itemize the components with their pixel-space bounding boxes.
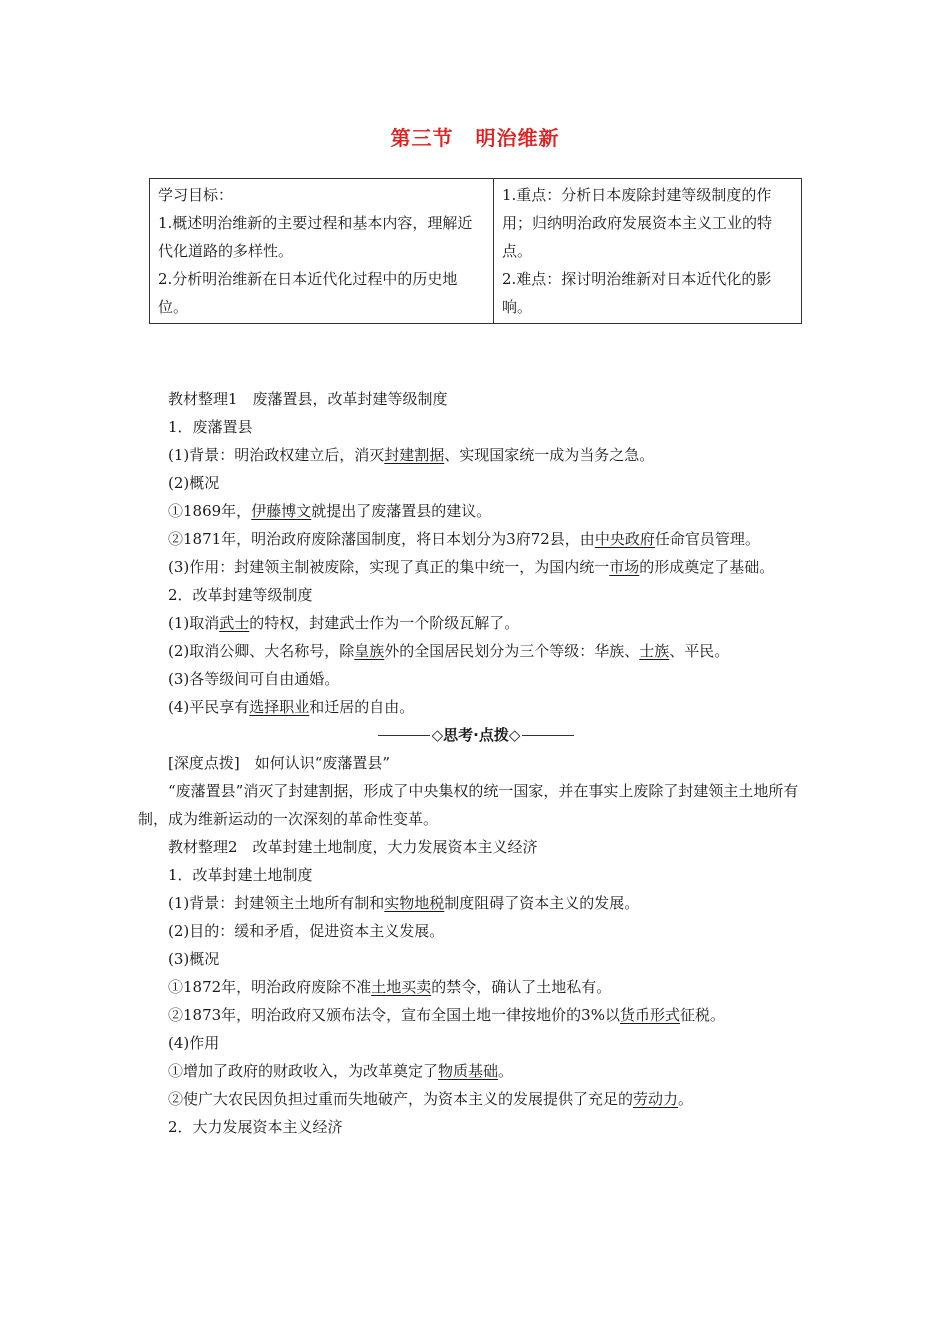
main-content [138,385,814,1141]
paragraph: ①1869年，伊藤博文就提出了废藩置县的建议。 [168,502,492,520]
title-part1: 第三节 [390,126,454,150]
underlined-term: 实物地税 [384,894,445,912]
paragraph: (3)概况 [168,950,220,968]
paragraph: ②1871年，明治政府废除藩国制度，将日本划分为3府72县，由中央政府任命官员管理。 [168,530,760,548]
section1-sub1: 1．废藩置县 [168,418,253,436]
paragraph: (1)背景：封建领主土地所有制和实物地税制度阻碍了资本主义的发展。 [168,894,640,912]
underlined-term: 货币形式 [619,1006,680,1024]
section2-sub1: 1．改革封建土地制度 [168,866,313,884]
paragraph: (2)概况 [168,474,220,492]
paragraph: (1)取消武士的特权，封建武士作为一个阶级瓦解了。 [168,614,520,632]
paragraph: ①增加了政府的财政收入，为改革奠定了物质基础。 [168,1062,514,1080]
goals-right-cell [494,179,802,324]
underlined-term: 士族 [639,642,670,660]
paragraph: ①1872年，明治政府废除不准土地买卖的禁令，确认了土地私有。 [168,978,612,996]
divider-line-right [522,735,574,736]
paragraph: (4)作用 [168,1034,220,1052]
section1-sub2: 2．改革封建等级制度 [168,586,313,604]
underlined-term: 武士 [219,614,250,632]
paragraph: (2)取消公卿、大名称号，除皇族外的全国居民划分为三个等级：华族、士族、平民。 [168,642,730,660]
underlined-term: 伊藤博文 [251,502,312,520]
learning-goals-table [149,178,802,324]
underlined-term: 劳动力 [633,1090,679,1108]
paragraph: ②使广大农民因负担过重而失地破产，为资本主义的发展提供了充足的劳动力。 [168,1090,694,1108]
difficult-point: 2.难点：探讨明治维新对日本近代化的影响。 [502,270,772,316]
paragraph: (3)各等级间可自由通婚。 [168,670,340,688]
goal-item: 2.分析明治维新在日本近代化过程中的历史地位。 [158,270,458,316]
underlined-term: 封建割据 [384,446,445,464]
think-divider [138,721,814,749]
underlined-term: 土地买卖 [371,978,432,996]
underlined-term: 皇族 [354,642,385,660]
section2-sub2: 2．大力发展资本主义经济 [168,1118,343,1136]
paragraph: (1)背景：明治政权建立后，消灭封建割据、实现国家统一成为当务之急。 [168,446,655,464]
goal-item: 1.概述明治维新的主要过程和基本内容，理解近代化道路的多样性。 [158,214,473,260]
section1-heading: 教材整理1 废藩置县，改革封建等级制度 [168,390,448,408]
goals-left-cell [150,179,494,324]
paragraph: (3)作用：封建领主制被废除，实现了真正的集中统一，为国内统一市场的形成奠定了基础。 [168,558,775,576]
paragraph: (4)平民享有选择职业和迁居的自由。 [168,698,415,716]
title-part2: 明治维新 [475,126,560,150]
paragraph: (2)目的：缓和矛盾，促进资本主义发展。 [168,922,445,940]
goals-heading: 学习目标： [158,186,234,204]
deep-text: “废藩置县”消灭了封建割据，形成了中央集权的统一国家，并在事实上废除了封建领主土地所有制，成为维新运动的一次深刻的革命性变革。 [138,782,799,828]
think-label: ◇思考·点拨◇ [431,726,521,744]
underlined-term: 中央政府 [594,530,655,548]
paragraph: ②1873年，明治政府又颁布法令，宣布全国土地一律按地价的3%以货币形式征税。 [168,1006,726,1024]
key-point: 1.重点：分析日本废除封建等级制度的作用；归纳明治政府发展资本主义工业的特点。 [502,186,773,260]
page-title [0,122,950,151]
underlined-term: 选择职业 [249,698,310,716]
underlined-term: 物质基础 [438,1062,499,1080]
divider-line-left [378,735,430,736]
deep-heading: [深度点拨] 如何认识“废藩置县” [168,754,391,772]
section2-heading: 教材整理2 改革封建土地制度，大力发展资本主义经济 [168,838,538,856]
underlined-term: 市场 [609,558,640,576]
